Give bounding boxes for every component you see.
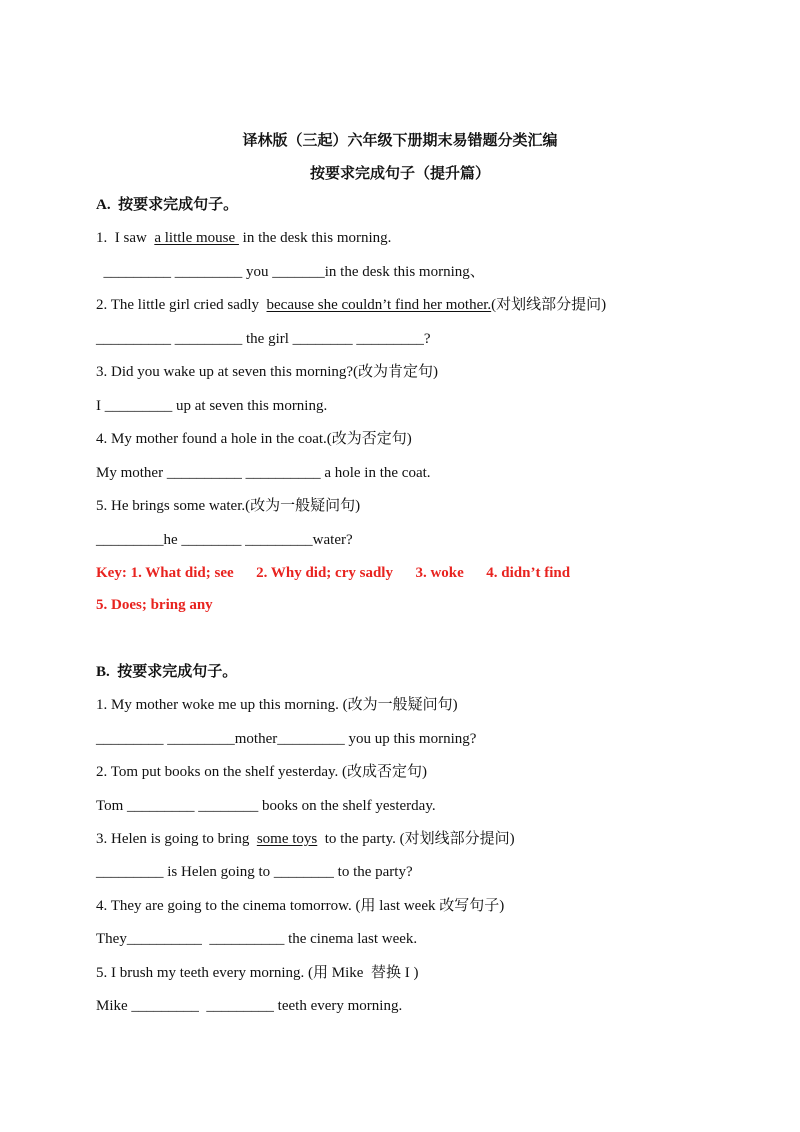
underlined-phrase: some toys	[256, 831, 318, 847]
section-a-question-4: 4. My mother found a hole in the coat.(改为否定句)	[96, 431, 412, 447]
section-a-answer-2: __________ _________ the girl ________ _________?	[96, 331, 431, 347]
answer-key-line-2: 5. Does; bring any	[96, 597, 213, 613]
section-a-question-5: 5. He brings some water.(改为一般疑问句)	[96, 498, 361, 514]
section-b-question-2: 2. Tom put books on the shelf yesterday. (改成否定句)	[96, 764, 427, 780]
q-text: to the party. (对划线部分提问)	[317, 831, 515, 847]
section-b-heading: B. 按要求完成句子。	[96, 664, 238, 680]
section-b-question-1: 1. My mother woke me up this morning. (改为一般疑问句)	[96, 697, 458, 713]
underlined-phrase: a little mouse	[154, 230, 239, 246]
section-a-question-1	[96, 228, 391, 248]
section-b-answer-5: Mike _________ _________ teeth every morning.	[96, 998, 403, 1014]
section-a-question-2	[96, 295, 606, 315]
q-text: 2. The little girl cried sadly	[96, 297, 267, 313]
section-b-answer-4: They__________ __________ the cinema last week.	[96, 931, 418, 947]
main-title: 译林版（三起）六年级下册期末易错题分类汇编	[242, 133, 558, 149]
underlined-phrase: because she couldn’t find her mother.	[266, 297, 492, 313]
section-b-question-3	[96, 829, 515, 849]
q-text: in the desk this morning.	[238, 230, 392, 246]
section-a-answer-1: _________ _________ you _______in the desk this morning、	[96, 264, 485, 280]
q-text: (对划线部分提问)	[491, 297, 607, 313]
section-a-answer-3: I _________ up at seven this morning.	[96, 398, 328, 414]
section-b-question-5: 5. I brush my teeth every morning. (用 Mike 替换 I )	[96, 965, 419, 981]
section-a-heading: A. 按要求完成句子。	[96, 197, 239, 213]
section-b-answer-1: _________ _________mother_________ you up this morning?	[96, 731, 477, 747]
section-a-answer-5: _________he ________ _________water?	[96, 532, 353, 548]
q-text: 3. Helen is going to bring	[96, 831, 257, 847]
section-a-answer-4: My mother __________ __________ a hole in the coat.	[96, 465, 431, 481]
answer-key-line-1: Key: 1. What did; see 2. Why did; cry sadly 3. woke 4. didn’t find	[96, 565, 571, 581]
section-b-answer-3: _________ is Helen going to ________ to the party?	[96, 864, 413, 880]
section-b-answer-2: Tom _________ ________ books on the shelf yesterday.	[96, 798, 436, 814]
section-a-question-3: 3. Did you wake up at seven this morning?(改为肯定句)	[96, 364, 439, 380]
q-text: 1. I saw	[96, 230, 155, 246]
section-b-question-4: 4. They are going to the cinema tomorrow. (用 last week 改写句子)	[96, 898, 505, 914]
sub-title: 按要求完成句子（提升篇）	[309, 166, 490, 182]
